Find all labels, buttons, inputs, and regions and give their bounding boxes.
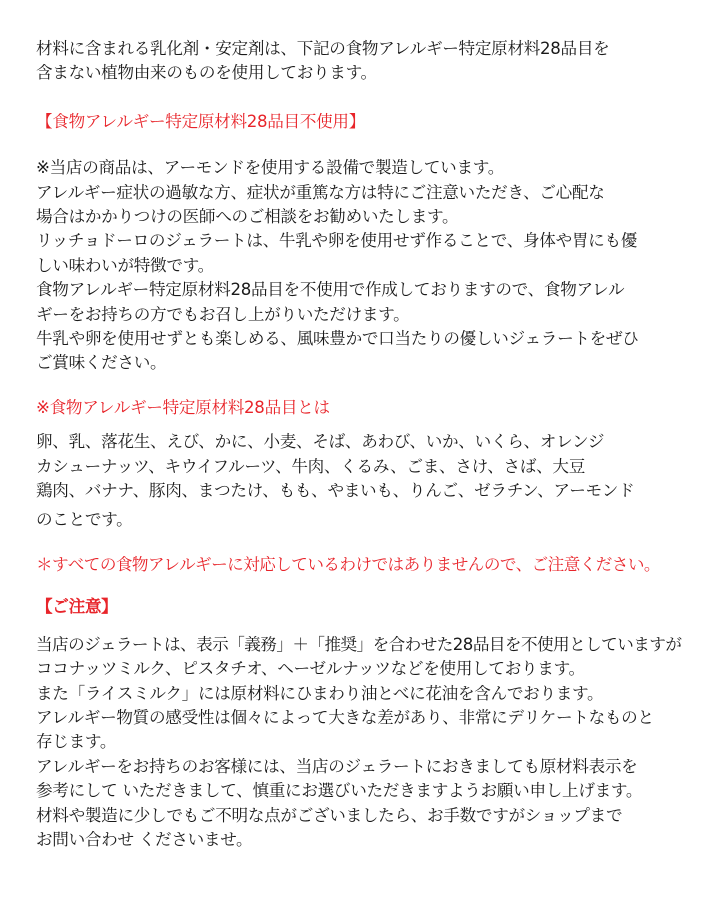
- caution-line: 当店のジェラートは、表示「義務」＋「推奨」を合わせた28品目を不使用としていますが: [36, 634, 682, 654]
- note-line: ※当店の商品は、アーモンドを使用する設備で製造しています。: [36, 158, 505, 178]
- caution-line: アレルギー物質の感受性は個々によって大きな差があり、非常にデリケートなものと: [36, 707, 654, 727]
- note-line: 食物アレルギー特定原材料28品目を不使用で作成しておりますので、食物アレル: [36, 280, 625, 300]
- caution-line: 参考にして いただきまして、慎重にお選びいただきますようお願い申し上げます。: [36, 781, 643, 801]
- intro-line: 材料に含まれる乳化剤・安定剤は、下記の食物アレルギー特定原材料28品目を: [36, 39, 610, 58]
- note-line: ご賞味ください。: [36, 353, 167, 373]
- intro-paragraph: [36, 37, 720, 86]
- allergen-list-line: 卵、乳、落花生、えび、かに、小麦、そば、あわび、いか、いくら、オレンジ: [36, 432, 605, 452]
- note-line: しい味わいが特徴です。: [36, 255, 214, 275]
- allergen-list-heading: ※食物アレルギー特定原材料28品目とは: [36, 397, 330, 417]
- intro-line: 含まない植物由来のものを使用しております。: [36, 63, 377, 83]
- note-line: リッチョドーロのジェラートは、牛乳や卵を使用せず作ることで、身体や胃にも優: [36, 231, 638, 251]
- caution-paragraph: [36, 633, 720, 853]
- note-line: ギーをお持ちの方でもお召し上がりいただけます。: [36, 304, 410, 324]
- caution-line: 材料や製造に少しでもご不明な点がございましたら、お手数ですがショップまで: [36, 805, 623, 825]
- note-line: 場合はかかりつけの医師へのご相談をお勧めいたします。: [36, 207, 459, 227]
- allergen-free-heading: 【食物アレルギー特定原材料28品目不使用】: [36, 111, 366, 131]
- allergy-notice-document: [36, 37, 720, 852]
- caution-line: また「ライスミルク」には原材料にひまわり油とべに花油を含んでおります。: [36, 683, 604, 703]
- note-line: アレルギー症状の過敏な方、症状が重篤な方は特にご注意いただき、ご心配な: [36, 182, 605, 202]
- allergen-list-line: カシューナッツ、キウイフルーツ、牛肉、くるみ、ごま、さけ、さば、大豆: [36, 456, 586, 476]
- note-line: 牛乳や卵を使用せずとも楽しめる、風味豊かで口当たりの優しいジェラートをぜひ: [36, 329, 639, 349]
- caution-heading: 【ご注意】: [36, 597, 118, 617]
- allergen-list-line: 鶏肉、バナナ、豚肉、まつたけ、もも、やまいも、りんご、ゼラチン、アーモンド: [36, 481, 635, 501]
- caution-line: 存じます。: [36, 732, 117, 752]
- allergy-warning: ＊すべての食物アレルギーに対応しているわけではありませんので、ご注意ください。: [36, 554, 660, 574]
- allergen-list: [36, 430, 720, 532]
- notes-paragraph: [36, 156, 720, 376]
- caution-line: アレルギーをお持ちのお客様には、当店のジェラートにおきましても原材料表示を: [36, 756, 638, 776]
- allergen-list-closing: のことです。: [36, 509, 133, 529]
- caution-line: ココナッツミルク、ピスタチオ、ヘーゼルナッツなどを使用しております。: [36, 659, 585, 679]
- caution-line: お問い合わせ くださいませ。: [36, 829, 253, 849]
